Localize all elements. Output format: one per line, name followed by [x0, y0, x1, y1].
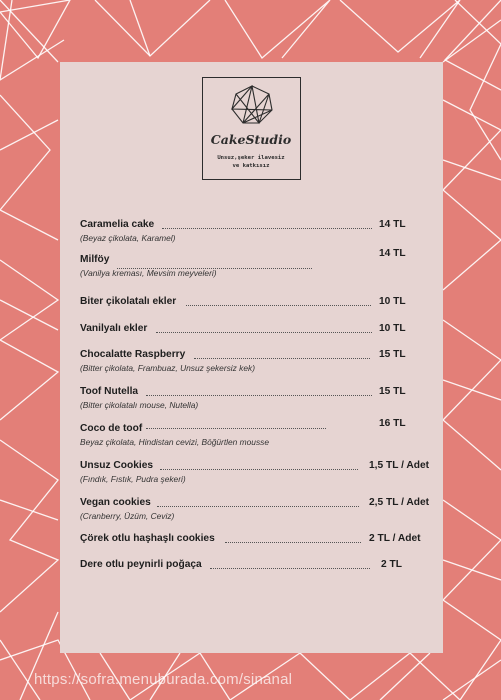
- menu-item: [80, 460, 440, 485]
- item-price: 15 TL: [379, 386, 406, 397]
- menu-item: [80, 559, 440, 573]
- source-url-watermark: https://sofra.menuburada.com/sinanal: [34, 671, 293, 688]
- brand-tagline: Unsuz,şeker ilavesiz ve katkısız: [217, 155, 285, 169]
- dotted-leader: [117, 266, 312, 269]
- item-name: Toof Nutella: [80, 386, 139, 397]
- dotted-leader: [156, 330, 372, 333]
- dotted-leader: [157, 504, 359, 507]
- menu-item: [80, 349, 440, 374]
- item-description: Beyaz çikolata, Hindistan cevizi, Böğürtlen mousse: [80, 437, 269, 447]
- item-description: (Vanilya kreması, Mevsim meyveleri): [80, 268, 217, 278]
- item-name: Milföy: [80, 254, 110, 265]
- menu-item: [80, 533, 440, 547]
- item-description: (Cranberry, Üzüm, Ceviz): [80, 511, 175, 521]
- item-name: Chocalatte Raspberry: [80, 349, 186, 360]
- dotted-leader: [194, 356, 370, 359]
- item-description: (Beyaz çikolata, Karamel): [80, 233, 176, 243]
- menu-item: [80, 418, 440, 448]
- dotted-leader: [146, 426, 326, 429]
- item-description: (Bitter çikolatalı mouse, Nutella): [80, 400, 199, 410]
- item-name: Çörek otlu haşhaşlı cookies: [80, 533, 215, 544]
- item-price: 14 TL: [379, 219, 406, 230]
- menu-item: [80, 296, 440, 310]
- item-price: 15 TL: [379, 349, 406, 360]
- item-name: Biter çikolatalı ekler: [80, 296, 177, 307]
- item-description: (Fındık, Fıstık, Pudra şekeri): [80, 474, 186, 484]
- item-price: 2 TL: [381, 559, 402, 570]
- menu-item: [80, 248, 440, 279]
- dotted-leader: [225, 540, 361, 543]
- item-price: 2 TL / Adet: [369, 533, 421, 544]
- menu-item: [80, 219, 440, 244]
- dotted-leader: [160, 467, 358, 470]
- dotted-leader: [162, 226, 372, 229]
- item-price: 1,5 TL / Adet: [369, 460, 430, 471]
- item-name: Caramelia cake: [80, 219, 155, 230]
- item-price: 14 TL: [379, 248, 406, 259]
- brand-name: CakeStudio: [210, 132, 292, 147]
- menu-item: [80, 497, 440, 522]
- dotted-leader: [210, 566, 370, 569]
- item-name: Vanilyalı ekler: [80, 323, 148, 334]
- dotted-leader: [186, 303, 371, 306]
- item-name: Dere otlu peynirli poğaça: [80, 559, 202, 570]
- item-name: Coco de toof: [80, 423, 143, 434]
- logo: [202, 77, 301, 180]
- item-price: 16 TL: [379, 418, 406, 429]
- item-price: 10 TL: [379, 323, 406, 334]
- item-name: Unsuz Cookies: [80, 460, 154, 471]
- dotted-leader: [146, 393, 372, 396]
- item-name: Vegan cookies: [80, 497, 151, 508]
- geometric-logo-icon: [231, 85, 273, 125]
- menu-item: [80, 323, 440, 337]
- item-price: 2,5 TL / Adet: [369, 497, 430, 508]
- menu-item: [80, 386, 440, 411]
- menu-card: [60, 62, 443, 653]
- item-price: 10 TL: [379, 296, 406, 307]
- item-description: (Bitter çikolata, Frambuaz, Unsuz şekersiz kek): [80, 363, 255, 373]
